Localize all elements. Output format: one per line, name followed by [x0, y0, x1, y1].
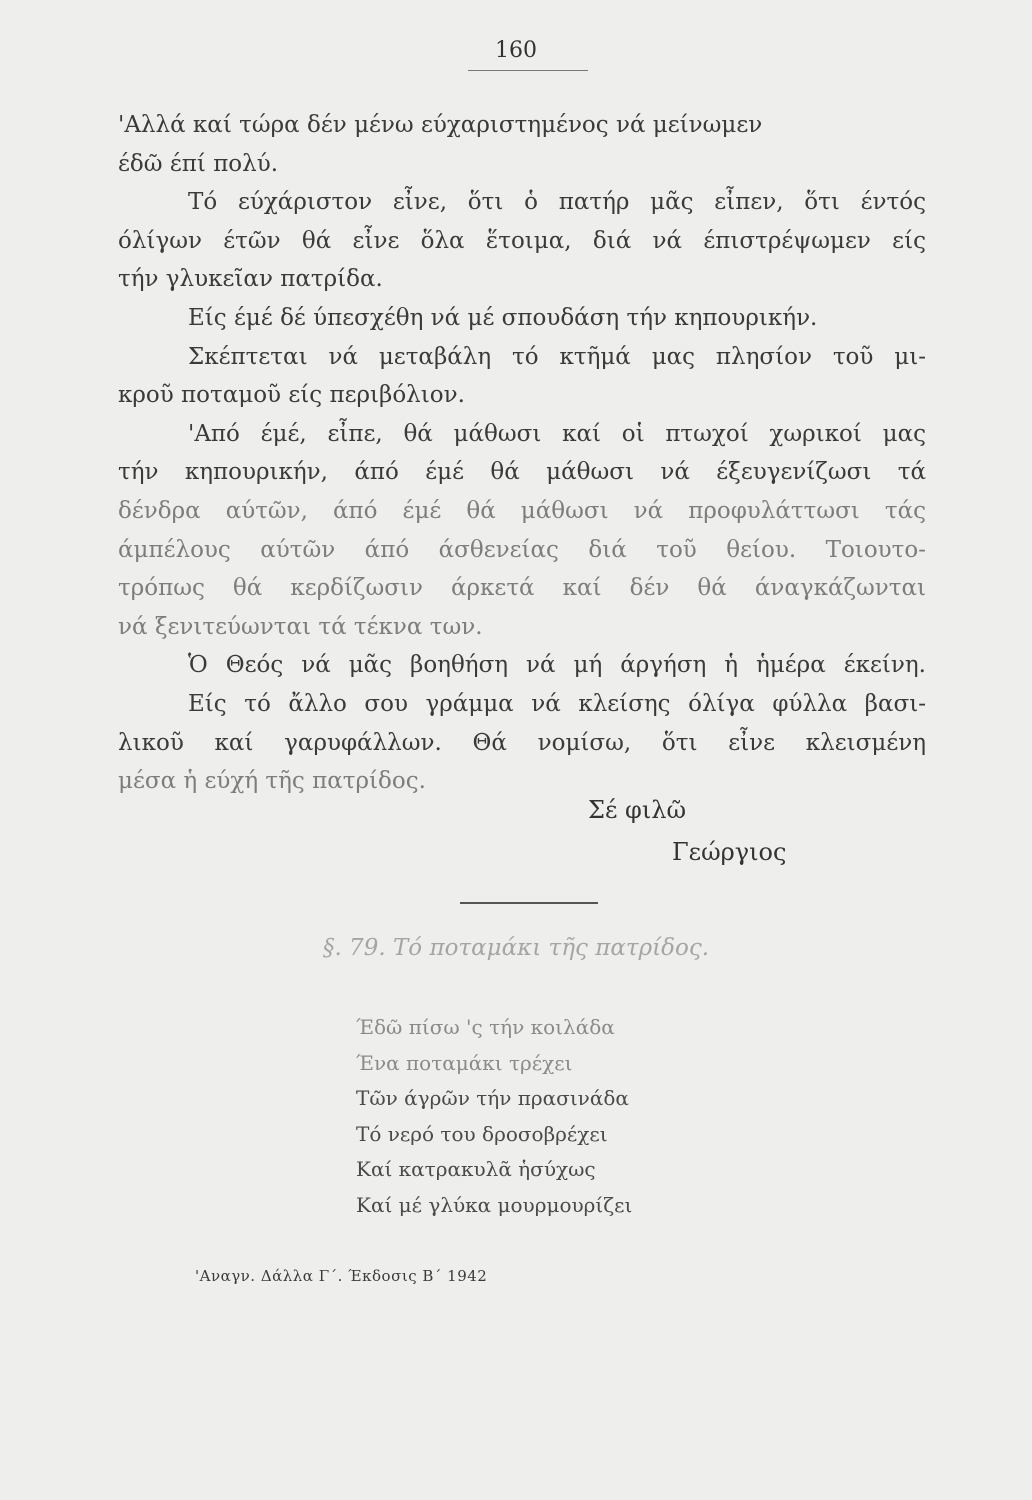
letter-line: Τό εύχάριστον εἶνε, ὅτι ὁ πατήρ μᾶς εἶπεν, ὅτι έντός [188, 189, 926, 216]
letter-line: κροῦ ποταμοῦ είς περιβόλιον. [118, 382, 465, 409]
letter-line: Είς έμέ δέ ύπεσχέθη νά μέ σπουδάση τήν κηπουρικήν. [188, 304, 818, 331]
letter-line: νά ξενιτεύωνται τά τέκνα των. [118, 613, 483, 640]
poem-verse: Τό νερό του δροσοβρέχει [356, 1121, 608, 1146]
letter-greeting: Σέ φιλῶ [588, 796, 687, 824]
letter-line: Ὁ Θεός νά μᾶς βοηθήση νά μή άργήση ἡ ἡμέρα έκείνη. [188, 652, 926, 679]
letter-body [118, 106, 926, 801]
letter-line: δένδρα αύτῶν, άπό έμέ θά μάθωσι νά προφυλάττωσι τάς [118, 497, 926, 524]
poem-verse: Τῶν άγρῶν τήν πρασινάδα [356, 1086, 629, 1110]
letter-line: λικοῦ καί γαρυφάλλων. Θά νομίσω, ὅτι εἶνε κλεισμένη [118, 729, 926, 756]
letter-line: άμπέλους αύτῶν άπό άσθενείας διά τοῦ θείου. Τοιουτο- [118, 536, 926, 563]
letter-line: τήν γλυκεῖαν πατρίδα. [118, 266, 383, 293]
poem-verse: Καί κατρακυλᾶ ἡσύχως [356, 1157, 596, 1181]
letter-line: Σκέπτεται νά μεταβάλη τό κτῆμά μας πλησίον τοῦ μι- [188, 343, 926, 370]
letter-line: Είς τό ἄλλο σου γράμμα νά κλείσης όλίγα φύλλα βασι- [188, 690, 926, 717]
letter-line: μέσα ἡ εύχή τῆς πατρίδος. [118, 768, 426, 795]
letter-line: 'Από έμέ, εἶπε, θά μάθωσι καί οἱ πτωχοί χωρικοί μας [188, 420, 926, 447]
letter-line: τρόπως θά κερδίζωσιν άρκετά καί δέν θά άναγκάζωνται [118, 575, 926, 602]
section-divider [460, 902, 598, 904]
letter-line: 'Αλλά καί τώρα δέν μένω εύχαριστημένος νά μείνωμεν [118, 112, 763, 138]
poem-verse: Καί μέ γλύκα μουρμουρίζει [356, 1192, 633, 1217]
poem-verse: Ένα ποταμάκι τρέχει [356, 1050, 573, 1075]
poem-verse: Έδῶ πίσω 'ς τήν κοιλάδα [356, 1015, 615, 1039]
letter-line: όλίγων έτῶν θά εἶνε ὅλα ἕτοιμα, διά νά έπιστρέψωμεν είς [118, 227, 926, 254]
footer-imprint: 'Αναγν. Δάλλα Γ΄. Έκδοσις Β΄ 1942 [195, 1267, 488, 1285]
page-number: 160 [495, 38, 537, 63]
letter-line: έδῶ έπί πολύ. [118, 150, 279, 177]
letter-line: τήν κηπουρικήν, άπό έμέ θά μάθωσι νά έξευγενίζωσι τά [118, 459, 926, 486]
section-heading: §. 79. Τό ποταμάκι τῆς πατρίδος. [322, 935, 710, 961]
page-number-rule [468, 70, 588, 71]
letter-signature: Γεώργιος [672, 838, 787, 866]
poem [356, 1010, 632, 1223]
